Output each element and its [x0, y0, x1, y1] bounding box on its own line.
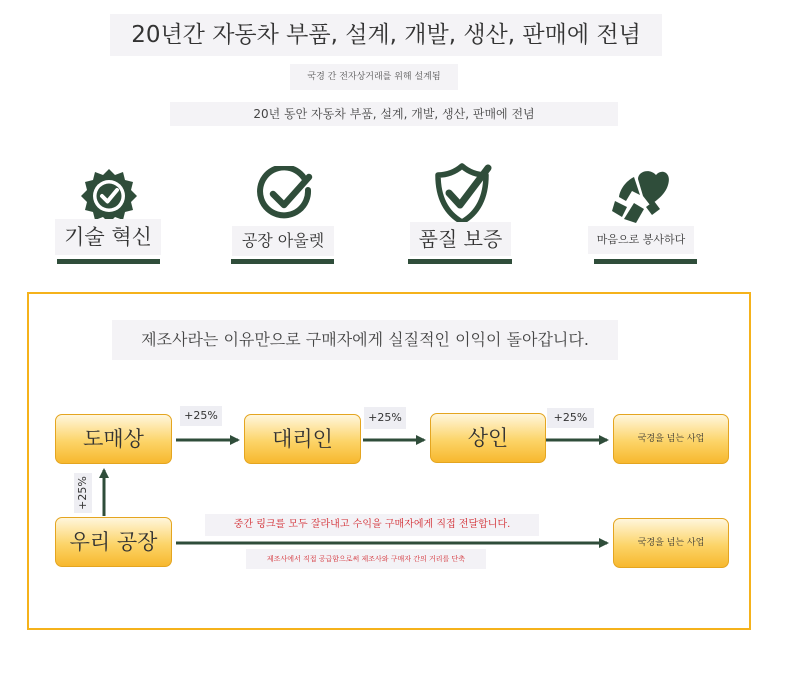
markup-label-vertical-wrap: [73, 472, 93, 514]
node-merchant: 상인: [430, 413, 546, 463]
node-our-factory: 우리 공장: [55, 517, 172, 567]
markup-label: +25%: [547, 408, 594, 428]
subtitle: 20년 동안 자동차 부품, 설계, 개발, 생산, 판매에 전념: [170, 102, 618, 126]
markup-label: +25%: [180, 406, 222, 426]
feature-label-quality: 품질 보증: [410, 222, 511, 256]
markup-label: +25%: [364, 407, 406, 429]
direct-note: 중간 링크를 모두 잘라내고 수익을 구매자에게 직접 전달합니다.: [205, 514, 539, 536]
node-crossborder-top: 국경을 넘는 사업: [613, 414, 729, 464]
feature-label-factory: 공장 아울렛: [232, 226, 334, 256]
node-wholesaler: 도매상: [55, 414, 172, 464]
feature-label-tech: 기술 혁신: [55, 219, 161, 255]
markup-label: +25%: [74, 473, 92, 513]
page-title: 20년간 자동차 부품, 설계, 개발, 생산, 판매에 전념: [110, 14, 662, 56]
node-agent: 대리인: [244, 414, 361, 464]
feature-label-service: 마음으로 봉사하다: [588, 226, 694, 254]
node-crossborder-bottom: 국경을 넘는 사업: [613, 518, 729, 568]
value-chain-headline: 제조사라는 이유만으로 구매자에게 실질적인 이익이 돌아갑니다.: [112, 320, 618, 360]
direct-subnote: 제조사에서 직접 공급함으로써 제조사와 구매자 간의 거리를 단축: [246, 549, 486, 569]
subtitle-small: 국경 간 전자상거래를 위해 설계됨: [290, 64, 458, 90]
